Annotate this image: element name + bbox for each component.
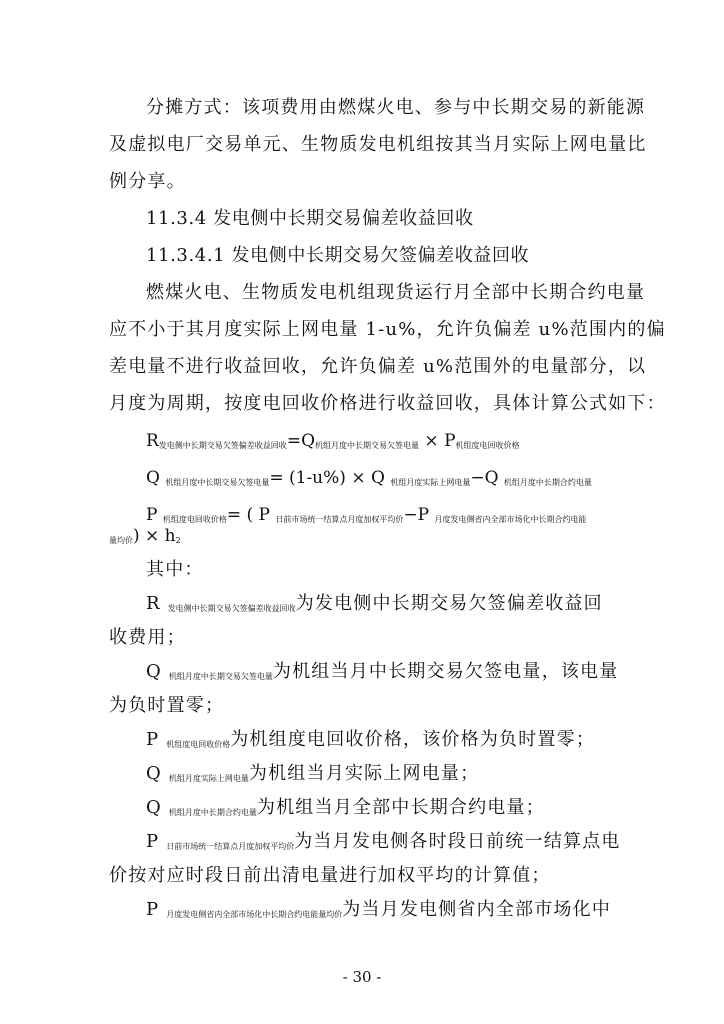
- definition-text: 为发电侧中长期交易欠签偏差收益回: [295, 593, 603, 614]
- where-label: 其中：: [146, 559, 204, 580]
- formula-operator: =: [286, 431, 302, 451]
- formula-3: [146, 503, 586, 532]
- definition-subscript: 机组度电回收价格: [166, 740, 231, 749]
- definition-4: [146, 762, 479, 791]
- section-heading-11-3-4: 11.3.4 发电侧中长期交易偏差收益回收: [146, 208, 474, 229]
- formula-symbol: P: [444, 431, 456, 451]
- definition-symbol: P: [146, 729, 167, 750]
- formula-operator: = (1-u%) ×: [269, 468, 371, 488]
- formula-symbol: Q: [146, 468, 166, 488]
- formula-operator: −P: [403, 505, 435, 525]
- definition-subscript: 机组月度中长期交易欠签电量: [168, 672, 273, 681]
- definition-subscript: 机组月度中长期合约电量: [168, 808, 257, 817]
- formula-subscript: 月度发电侧省内全部市场化中长期合约电能: [434, 515, 587, 524]
- definition-symbol: Q: [146, 661, 169, 682]
- allocation-line-1: 分摊方式：该项费用由燃煤火电、参与中长期交易的新能源: [146, 97, 646, 118]
- formula-2: [146, 466, 592, 495]
- body-line-3: 差电量不进行收益回收，允许负偏差 u%范围外的电量部分，以: [109, 356, 647, 377]
- formula-operator: = ( P: [226, 505, 276, 525]
- formula-3-continued: [109, 524, 181, 553]
- formula-subscript: 发电侧中长期交易欠签偏差收益回收: [158, 441, 287, 450]
- definition-2-continued: 为负时置零；: [109, 695, 225, 716]
- definition-text: 为机组当月中长期交易欠签电量，该电量: [272, 661, 619, 682]
- definition-text: 为机组当月实际上网电量；: [248, 763, 480, 784]
- formula-subscript: 机组月度中长期交易欠签电量: [165, 478, 270, 487]
- definition-symbol: Q: [146, 763, 169, 784]
- formula-subscript: 2: [175, 536, 181, 545]
- formula-symbol: Q: [301, 431, 315, 451]
- definition-text: 为机组度电回收价格，该价格为负时置零；: [230, 729, 596, 750]
- definition-7: [146, 898, 611, 927]
- formula-1: [146, 429, 520, 458]
- body-line-4: 月度为周期，按度电回收价格进行收益回收，具体计算公式如下：: [109, 393, 666, 414]
- definition-subscript: 日前市场统一结算点月度加权平均价: [166, 842, 295, 851]
- allocation-line-2: 及虚拟电厂交易单元、生物质发电机组按其当月实际上网电量比: [109, 134, 647, 155]
- allocation-line-3: 例分享。: [109, 171, 186, 192]
- definition-symbol: R: [146, 593, 168, 614]
- definition-1-continued: 收费用；: [109, 627, 186, 648]
- formula-symbol: Q: [370, 468, 391, 488]
- definition-2: [146, 660, 619, 689]
- definition-subscript: 机组月度实际上网电量: [168, 774, 249, 783]
- formula-subscript: 日前市场统一结算点月度加权平均价: [275, 515, 404, 524]
- formula-operator: −Q: [470, 468, 504, 488]
- formula-subscript: 机组度电回收价格: [162, 515, 227, 524]
- definition-3: [146, 728, 595, 757]
- formula-subscript: 机组月度中长期合约电量: [503, 478, 592, 487]
- formula-operator: ) × h: [133, 526, 176, 546]
- page-number: - 30 -: [342, 968, 382, 986]
- body-line-1: 燃煤火电、生物质发电机组现货运行月全部中长期合约电量: [146, 282, 646, 303]
- definition-text: 为当月发电侧省内全部市场化中: [342, 899, 612, 920]
- section-heading-11-3-4-1: 11.3.4.1 发电侧中长期交易欠签偏差收益回收: [146, 245, 530, 266]
- definition-5: [146, 796, 545, 825]
- formula-subscript: 机组月度实际上网电量: [390, 478, 471, 487]
- formula-symbol: R: [146, 431, 159, 451]
- formula-symbol: P: [146, 505, 163, 525]
- formula-operator: ×: [419, 431, 445, 451]
- formula-subscript: 机组度电回收价格: [455, 441, 520, 450]
- formula-subscript: 机组月度中长期交易欠签电量: [315, 441, 419, 450]
- definition-6-continued: 价按对应时段日前出清电量进行加权平均的计算值；: [109, 865, 551, 886]
- definition-subscript: 月度发电侧省内全部市场化中长期合约电能量均价: [166, 910, 343, 919]
- definition-symbol: P: [146, 899, 167, 920]
- definition-symbol: P: [146, 831, 167, 852]
- definition-text: 为当月发电侧各时段日前统一结算点电: [294, 831, 621, 852]
- formula-subscript: 量均价: [109, 536, 133, 545]
- definition-6: [146, 830, 621, 859]
- definition-text: 为机组当月全部中长期合约电量；: [256, 797, 545, 818]
- definition-1: [146, 592, 603, 621]
- definition-symbol: Q: [146, 797, 169, 818]
- body-line-2: 应不小于其月度实际上网电量 1-u%，允许负偏差 u%范围内的偏: [109, 319, 666, 340]
- definition-subscript: 发电侧中长期交易欠签偏差收益回收: [167, 604, 296, 613]
